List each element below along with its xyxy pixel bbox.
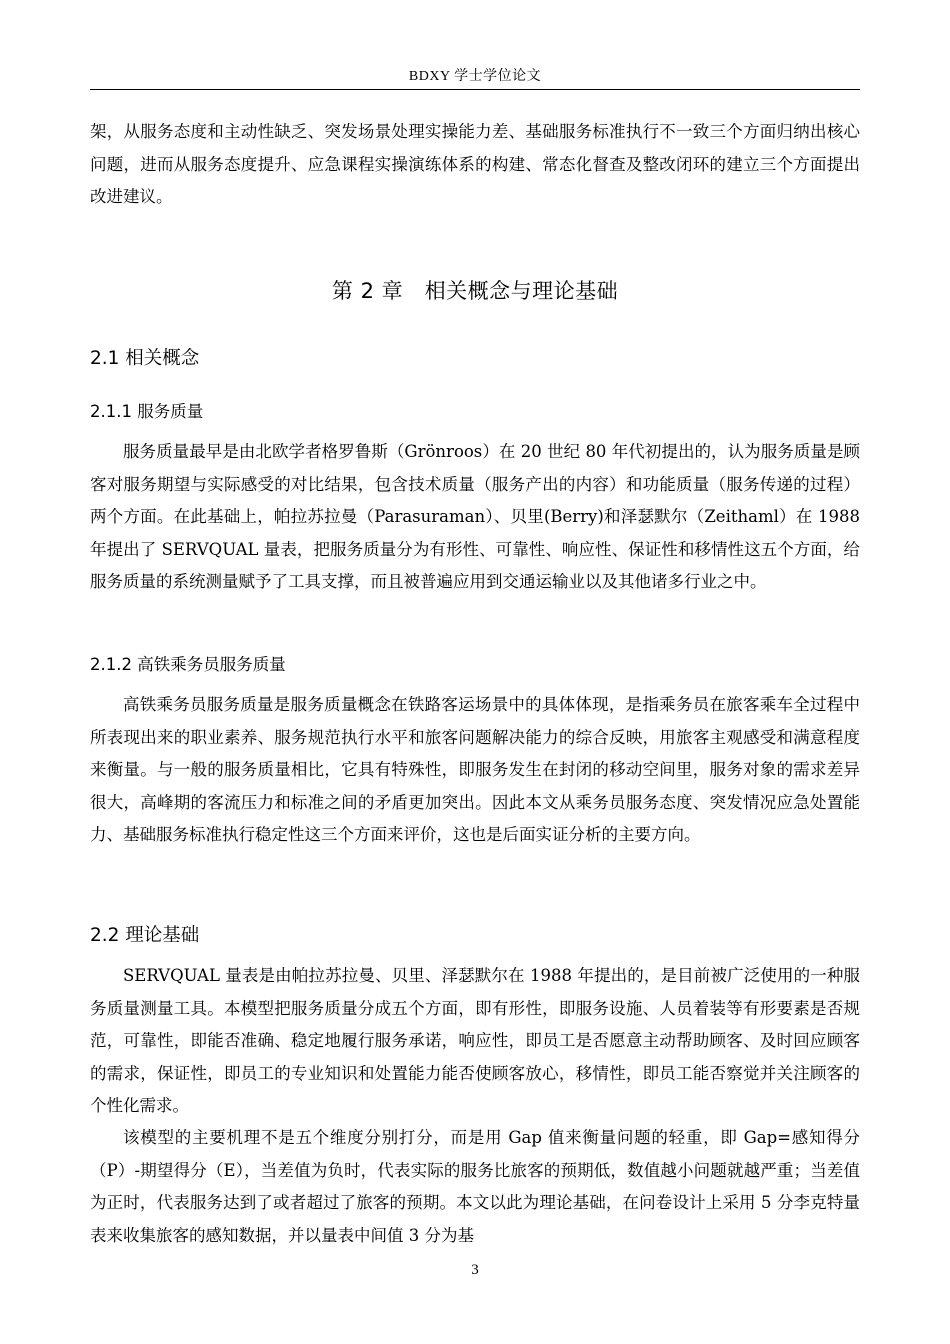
header-divider — [90, 89, 860, 90]
section-2-1-2-paragraph: 高铁乘务员服务质量是服务质量概念在铁路客运场景中的具体体现，是指乘务员在旅客乘车全过程中所表现出来的职业素养、服务规范执行水平和旅客问题解决能力的综合反映，用旅客主观感受和满意程度来衡量。与一般的服务质量相比，它具有特殊性，即服务发生在封闭的移动空间里，服务对象的需求差异很大，高峰期的客流压力和标准之间的矛盾更加突出。因此本文从乘务员服务态度、突发情况应急处置能力、基础服务标准执行稳定性这三个方面来评价，这也是后面实证分析的主要方向。 — [90, 695, 860, 844]
section-2-2-paragraph-2: 该模型的主要机理不是五个维度分别打分，而是用 Gap 值来衡量问题的轻重，即 Gap=感知得分（P）-期望得分（E），当差值为负时，代表实际的服务比旅客的预期低，数值越小问题就越严重；当差值为正时，代表服务达到了或者超过了旅客的预期。本文以此为理论基础，在问卷设计上采用 5 分李克特量表来收集旅客的感知数据，并以量表中间值 3 分为基 — [90, 1128, 860, 1245]
section-2-1-1-paragraph: 服务质量最早是由北欧学者格罗鲁斯（Grönroos）在 20 世纪 80 年代初提出的，认为服务质量是顾客对服务期望与实际感受的对比结果，包含技术质量（服务产出的内容）和功能质量（服务传递的过程）两个方面。在此基础上，帕拉苏拉曼（Parasuraman）、贝里(Berry)和泽瑟默尔（Zeithaml）在 1988 年提出了 SERVQUAL 量表，把服务质量分为有形性、可靠性、响应性、保证性和移情性这五个方面，给服务质量的系统测量赋予了工具支撑，而且被普遍应用到交通运输业以及其他诸多行业之中。 — [90, 442, 860, 591]
section-2-2-paragraph-1: SERVQUAL 量表是由帕拉苏拉曼、贝里、泽瑟默尔在 1988 年提出的，是目前被广泛使用的一种服务质量测量工具。本模型把服务质量分成五个方面，即有形性，即服务设施、人员着装等有形要素是否规范，可靠性，即能否准确、稳定地履行服务承诺，响应性，即员工是否愿意主动帮助顾客、及时回应顾客的需求，保证性，即员工的专业知识和处置能力能否使顾客放心，移情性，即员工能否察觉并关注顾客的个性化需求。 — [90, 966, 860, 1115]
page-number: 3 — [471, 1262, 479, 1278]
intro-paragraph: 架，从服务态度和主动性缺乏、突发场景处理实操能力差、基础服务标准执行不一致三个方面归纳出核心问题，进而从服务态度提升、应急课程实操演练体系的构建、常态化督查及整改闭环的建立三个方面提出改进建议。 — [90, 122, 860, 206]
section-2-1-heading: 2.1 相关概念 — [90, 348, 200, 369]
section-2-1-2-heading: 2.1.2 高铁乘务员服务质量 — [90, 655, 286, 674]
section-2-1-1-heading: 2.1.1 服务质量 — [90, 402, 204, 421]
section-2-2-heading: 2.2 理论基础 — [90, 925, 200, 946]
running-header: BDXY 学士学位论文 — [408, 69, 542, 84]
chapter-title: 第 2 章 相关概念与理论基础 — [331, 279, 619, 303]
